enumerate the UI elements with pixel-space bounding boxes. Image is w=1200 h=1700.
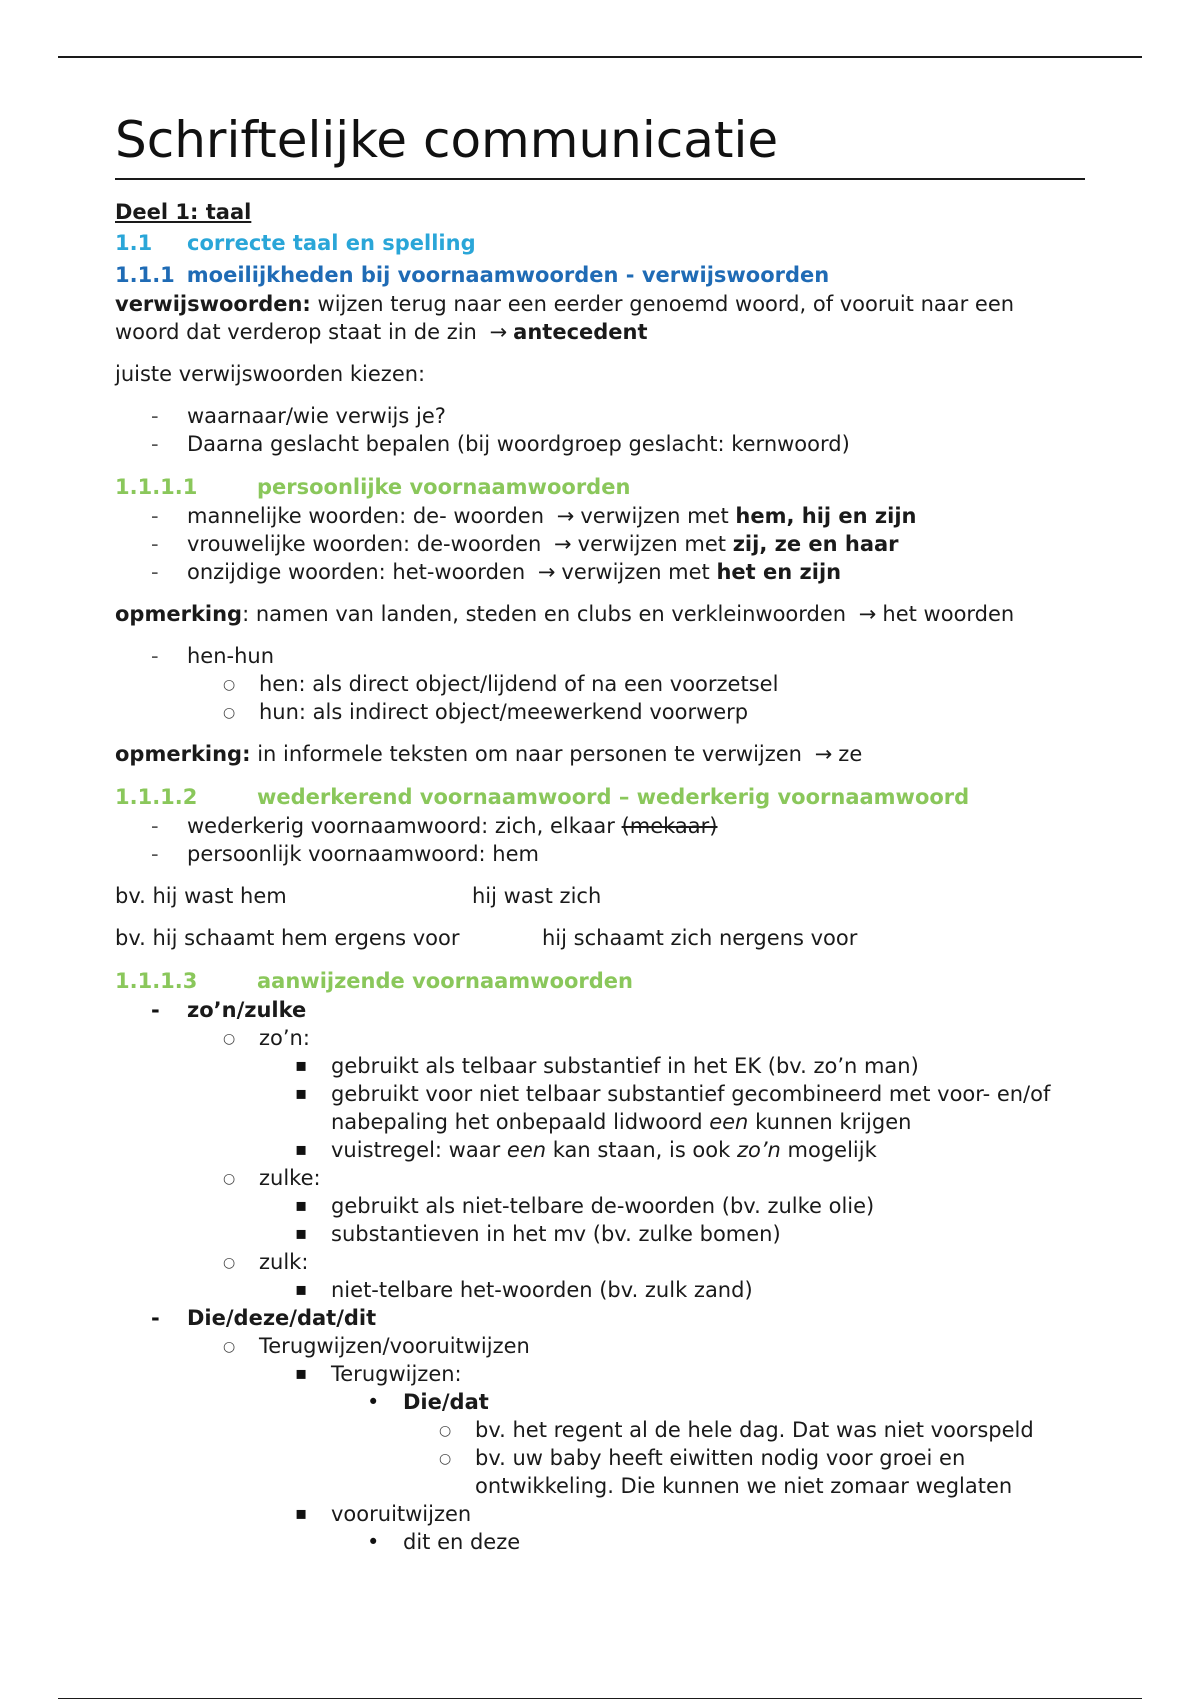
list-item bbox=[259, 1136, 1085, 1164]
subsection-title: wederkerend voornaamwoord – wederkerig voornaamwoord bbox=[257, 785, 970, 809]
example-left: bv. hij schaamt hem ergens voor bbox=[115, 926, 460, 950]
item-text: onzijdige woorden: het-woorden bbox=[187, 560, 526, 584]
italic-text: zo’n bbox=[736, 1138, 781, 1162]
list-item: - Daarna geslacht bepalen (bij woordgroep geslacht: kernwoord) bbox=[115, 430, 1085, 458]
item-bold: het en zijn bbox=[716, 560, 842, 584]
list-item bbox=[115, 558, 1085, 586]
section-title: correcte taal en spelling bbox=[187, 231, 476, 255]
section-heading-1-1 bbox=[115, 226, 1085, 260]
subsection-title: aanwijzende voornaamwoorden bbox=[257, 969, 634, 993]
list-item bbox=[187, 1024, 1085, 1164]
hen-hun-list bbox=[115, 642, 1085, 726]
list-item bbox=[115, 502, 1085, 530]
top-rule bbox=[58, 56, 1142, 58]
note-result: ze bbox=[838, 742, 863, 766]
list-item bbox=[115, 530, 1085, 558]
pronoun-list bbox=[115, 502, 1085, 586]
item-text: mannelijke woorden: de- woorden bbox=[187, 504, 545, 528]
bottom-rule bbox=[58, 1698, 1142, 1699]
example-row bbox=[115, 924, 1085, 952]
list-item bbox=[115, 812, 1085, 840]
example-left: bv. hij wast hem bbox=[115, 884, 287, 908]
item-text: gebruikt voor niet telbaar substantief gecombineerd met voor- en/of nabepaling het onbepaald lidwoord bbox=[331, 1082, 1051, 1134]
item-heading: zo’n/zulke bbox=[187, 998, 307, 1022]
item-text: kan staan, is ook bbox=[552, 1138, 731, 1162]
arrow-icon: → bbox=[556, 504, 575, 528]
item-heading: Die/dat bbox=[403, 1390, 489, 1414]
item-text: Terugwijzen/vooruitwijzen bbox=[259, 1334, 530, 1358]
subsection-heading-1-1-1-1 bbox=[115, 472, 1085, 502]
zulke-details bbox=[259, 1192, 1085, 1248]
arrow-icon: → bbox=[858, 602, 877, 626]
example-list bbox=[403, 1416, 1085, 1500]
list-item bbox=[259, 1080, 1085, 1136]
list-item: ○ hen: als direct object/lijdend of na een voorzetsel bbox=[187, 670, 1085, 698]
list-item bbox=[331, 1388, 1085, 1500]
list-item bbox=[259, 1360, 1085, 1500]
list-item: ▪ substantieven in het mv (bv. zulke bomen) bbox=[259, 1220, 1085, 1248]
arrow-icon: → bbox=[814, 742, 833, 766]
struck-text: (mekaar) bbox=[621, 814, 718, 838]
section-heading-1-1-1 bbox=[115, 260, 1085, 290]
subsection-number: 1.1.1.1 bbox=[115, 475, 198, 499]
item-text: Terugwijzen: bbox=[331, 1362, 462, 1386]
die-sublist bbox=[187, 1332, 1085, 1556]
note-paragraph bbox=[115, 600, 1085, 628]
list-item: ▪ niet-telbare het-woorden (bv. zulk zand) bbox=[259, 1276, 1085, 1304]
list-item: ○ bv. uw baby heeft eiwitten nodig voor groei en ontwikkeling. Die kunnen we niet zomaar weglaten bbox=[403, 1444, 1085, 1500]
list-item: - persoonlijk voornaamwoord: hem bbox=[115, 840, 1085, 868]
item-text: vrouwelijke woorden: de-woorden bbox=[187, 532, 542, 556]
section-number: 1.1.1 bbox=[115, 263, 175, 287]
list-item bbox=[187, 1164, 1085, 1248]
list-item bbox=[187, 1248, 1085, 1304]
document-title: Schriftelijke communicatie bbox=[115, 108, 1085, 180]
list-item bbox=[259, 1500, 1085, 1556]
italic-text: een bbox=[506, 1138, 547, 1162]
item-text: vuistregel: waar bbox=[331, 1138, 501, 1162]
document-page bbox=[115, 108, 1085, 1556]
arrow-icon: → bbox=[554, 532, 572, 556]
item-text: kunnen krijgen bbox=[755, 1110, 912, 1134]
list-item bbox=[187, 1332, 1085, 1556]
list-item: ○ bv. het regent al de hele dag. Dat was niet voorspeld bbox=[403, 1416, 1085, 1444]
item-mid: verwijzen met bbox=[577, 532, 727, 556]
item-mid: verwijzen met bbox=[561, 560, 710, 584]
item-bold: zij, ze en haar bbox=[732, 532, 899, 556]
list-item: ▪ gebruikt als telbaar substantief in het EK (bv. zo’n man) bbox=[259, 1052, 1085, 1080]
subsection-title: persoonlijke voornaamwoorden bbox=[257, 475, 631, 499]
list-item: ▪ gebruikt als niet-telbare de-woorden (bv. zulke olie) bbox=[259, 1192, 1085, 1220]
section-number: 1.1 bbox=[115, 231, 153, 255]
item-mid: verwijzen met bbox=[580, 504, 729, 528]
forward-list bbox=[331, 1528, 1085, 1556]
note-label: opmerking bbox=[115, 602, 243, 626]
item-text: hen-hun bbox=[187, 644, 275, 668]
item-text: vooruitwijzen bbox=[331, 1502, 472, 1526]
zulk-details bbox=[259, 1276, 1085, 1304]
zon-sublist bbox=[187, 1024, 1085, 1304]
item-text: wederkerig voornaamwoord: zich, elkaar bbox=[187, 814, 615, 838]
choose-label: juiste verwijswoorden kiezen: bbox=[115, 362, 426, 386]
back-list bbox=[331, 1388, 1085, 1500]
list-item: • dit en deze bbox=[331, 1528, 1085, 1556]
item-heading: Die/deze/dat/dit bbox=[187, 1306, 377, 1330]
note-result: het woorden bbox=[882, 602, 1015, 626]
arrow-icon: → bbox=[537, 560, 556, 584]
item-text: mogelijk bbox=[787, 1138, 877, 1162]
zon-details bbox=[259, 1052, 1085, 1164]
note-text: : namen van landen, steden en clubs en verkleinwoorden bbox=[242, 602, 847, 626]
direction-list bbox=[259, 1360, 1085, 1556]
subsection-heading-1-1-1-3 bbox=[115, 966, 1085, 996]
note-paragraph bbox=[115, 740, 1085, 768]
italic-text: een bbox=[709, 1110, 749, 1134]
subsection-number: 1.1.1.2 bbox=[115, 785, 198, 809]
note-label: opmerking: bbox=[115, 742, 251, 766]
item-text: zulk: bbox=[259, 1250, 309, 1274]
intro-term: verwijswoorden: bbox=[115, 292, 311, 316]
item-text: zo’n: bbox=[259, 1026, 310, 1050]
section-title: moeilijkheden bij voornaamwoorden - verwijswoorden bbox=[186, 263, 830, 287]
arrow-icon: → bbox=[489, 320, 508, 344]
demonstrative-list bbox=[115, 996, 1085, 1556]
example-right: hij wast zich bbox=[472, 884, 602, 908]
part-heading: Deel 1: taal bbox=[115, 200, 252, 224]
item-bold: hem, hij en zijn bbox=[735, 504, 917, 528]
intro-paragraph bbox=[115, 290, 1085, 346]
reflexive-list bbox=[115, 812, 1085, 868]
subsection-heading-1-1-1-2 bbox=[115, 782, 1085, 812]
intro-result: antecedent bbox=[513, 320, 648, 344]
item-text: zulke: bbox=[259, 1166, 321, 1190]
choose-list bbox=[115, 402, 1085, 458]
intro-text: wijzen terug naar een eerder genoemd woord, of vooruit naar een woord dat verderop staat in de zin bbox=[115, 292, 1015, 344]
list-item: - waarnaar/wie verwijs je? bbox=[115, 402, 1085, 430]
note-text: in informele teksten om naar personen te verwijzen bbox=[257, 742, 802, 766]
hen-hun-sublist bbox=[187, 670, 1085, 726]
list-item bbox=[115, 642, 1085, 726]
example-right: hij schaamt zich nergens voor bbox=[542, 926, 858, 950]
list-item bbox=[115, 996, 1085, 1304]
example-row bbox=[115, 882, 1085, 910]
list-item bbox=[115, 1304, 1085, 1556]
list-item: ○ hun: als indirect object/meewerkend voorwerp bbox=[187, 698, 1085, 726]
subsection-number: 1.1.1.3 bbox=[115, 969, 198, 993]
